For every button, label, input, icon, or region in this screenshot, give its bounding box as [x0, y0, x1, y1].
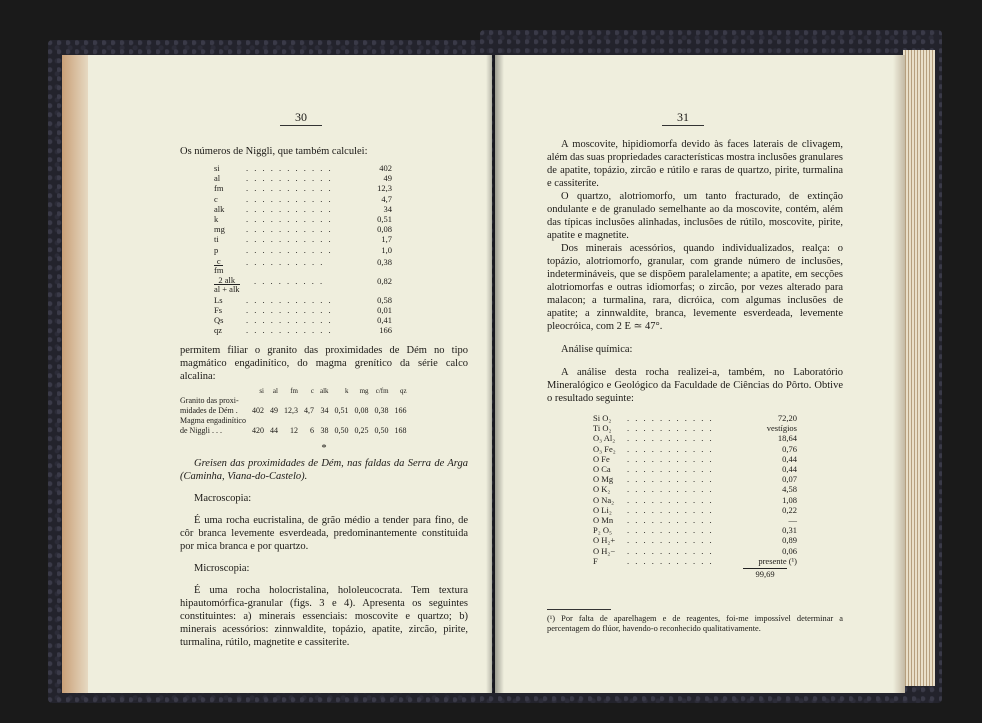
- list-item: F . . . . . . . . . . . presente (¹): [593, 555, 797, 566]
- niggli-intro: Os números de Niggli, que também calculei:: [180, 146, 368, 157]
- table-cell: 0,25: [354, 425, 369, 435]
- list-item: ti . . . . . . . . . . . 1,7: [214, 234, 392, 245]
- table-cell: 44: [269, 425, 278, 435]
- table-header: fm: [290, 386, 298, 395]
- list-item: O Ca . . . . . . . . . . . 0,44: [593, 464, 797, 475]
- section-asterisk: *: [321, 442, 327, 454]
- list-item: O Na₂ . . . . . . . . . . . 1,08: [593, 494, 797, 505]
- list-item: O H₂+ . . . . . . . . . . . 0,89: [593, 535, 797, 546]
- list-item: O H₂− . . . . . . . . . . . 0,06: [593, 545, 797, 556]
- list-item: Qs . . . . . . . . . . . 0,41: [214, 315, 392, 326]
- table-cell: 402: [251, 405, 264, 415]
- table-header: alk: [319, 386, 329, 395]
- list-item: O Mg . . . . . . . . . . . 0,07: [593, 474, 797, 485]
- table-row: Magma engadinítico de Niggli . . . 420 44 12 6 38 0,50 0,25 0,50 168: [180, 416, 410, 436]
- paragraph-filiar: permitem filiar o granito das proximidades de Dém no tipo magmático engadinítico, do magma grenítico da série calco alcalina:: [180, 344, 468, 382]
- table-cell: 4,7: [303, 405, 314, 415]
- table-row: Granito das proxi- midades de Dém . 402 49 12,3 4,7 34 0,51 0,08 0,38 166: [180, 396, 410, 416]
- heading-microscopia: Microscopia:: [194, 562, 250, 574]
- moscovite-paragraph: A moscovite, hipidiomorfa devido às faces laterais de clivagem, além das suas propriedades características mostra inclusões granulares de apatite, topázio, zircão e rútilo e raras de quartzo, pirite, turmalina e cassiterite.: [547, 139, 843, 189]
- niggli-list: [214, 163, 468, 336]
- book-gutter: [486, 55, 504, 693]
- table-header: si: [259, 386, 264, 395]
- footnote-rule: [547, 609, 611, 610]
- microscopia-text: É uma rocha holocristalina, hololeucocrata. Tem textura hipautomórfica-granular (figs. 3 e 4). Apresenta os seguintes constituintes: a) minerais essenciais: moscovite e quartzo; b) minerais acessórios: zinnwaldite, topázio, apatite, zircão, pirite, turmalina, rútilo, magnetite e cassiterite.: [180, 584, 468, 648]
- table-cell: 168: [394, 425, 407, 435]
- table-cell: 420: [251, 425, 264, 435]
- table-cell: 0,50: [334, 425, 349, 435]
- list-item: si . . . . . . . . . . . 402: [214, 163, 392, 173]
- page-edges: [903, 50, 935, 686]
- heading-macroscopia: Macroscopia:: [194, 492, 252, 504]
- comparison-table: [180, 386, 410, 436]
- left-page: [62, 55, 492, 693]
- list-item: Ti O₂ . . . . . . . . . . . vestígios: [593, 423, 797, 434]
- footnote: (¹) Por falta de aparelhagem e de reagentes, foi-me impossível determinar a percentagem do flúor, havendo-o reconhecido qualitativamente.: [547, 614, 843, 634]
- table-cell: 0,51: [334, 405, 349, 415]
- list-item: qz . . . . . . . . . . . 166: [214, 325, 392, 336]
- list-item: alk . . . . . . . . . . . 34: [214, 203, 392, 214]
- left-page-body: [180, 145, 468, 649]
- list-item: P₂ O₅ . . . . . . . . . . . 0,31: [593, 525, 797, 536]
- macroscopia-text: É uma rocha eucristalina, de grão médio a tender para fino, de côr branca levemente esverdeada, predominantemente constituida por mica branca e por quartzo.: [180, 514, 468, 552]
- niggli-ratio-c-fm: $\frac{c}{fm}$ . . . . . . . . . . 0,38: [214, 255, 392, 275]
- table-cell: 6: [309, 425, 314, 435]
- right-page-body: [547, 138, 843, 634]
- table-cell: 166: [394, 405, 407, 415]
- table-cell: 12,3: [283, 405, 298, 415]
- list-item: Ls . . . . . . . . . . . 0,58: [214, 294, 392, 305]
- table-cell: 34: [320, 405, 329, 415]
- table-cell: 49: [269, 405, 278, 415]
- list-item: O₃ Fe₂ . . . . . . . . . . . 0,76: [593, 443, 797, 454]
- quartzo-paragraph: O quartzo, alotriomorfo, um tanto fracturado, de extinção ondulante e de granulado semelhante ao da moscovite, contém, além das típicas inclusões alinhadas, inclusões de rútilo, moscovite, pirite, apatite e magnetite.: [547, 191, 843, 241]
- chemical-analysis-list: [593, 413, 843, 579]
- list-item: O Li₂ . . . . . . . . . . . 0,22: [593, 504, 797, 515]
- table-header: c/fm: [375, 386, 389, 395]
- list-item: al . . . . . . . . . . . 49: [214, 173, 392, 184]
- list-item: O K₂ . . . . . . . . . . . 4,58: [593, 484, 797, 495]
- table-header: qz: [399, 386, 407, 395]
- page-number: 31: [677, 110, 689, 124]
- table-cell: 12: [289, 425, 298, 435]
- acessorios-paragraph: Dos minerais acessórios, quando individualizados, realça: o topázio, alotriomorfo, granular, com grande número de inclusões, indetermináveis, que se dispõem paralelamente; a apatite, em secções alotriomorfas e outras idiomorfas; o zircão, por vezes alterado para malacon; a turmalina, rara, dicróica, com algumas inclusões de apatite; a zinnwaldite, branca, levemente esverdeada, levemente pleocróica, com 2 E ≃ 47°.: [547, 243, 843, 332]
- table-cell: 0,38: [374, 405, 389, 415]
- table-header: al: [272, 386, 278, 395]
- list-item: O Fe . . . . . . . . . . . 0,44: [593, 453, 797, 464]
- heading-analise: Análise química:: [561, 344, 633, 355]
- list-item: c . . . . . . . . . . . 4,7: [214, 193, 392, 204]
- table-cell: 38: [320, 425, 329, 435]
- table-cell: 0,08: [354, 405, 369, 415]
- list-item: k . . . . . . . . . . . 0,51: [214, 214, 392, 225]
- right-page: [495, 55, 905, 693]
- list-item: O₃ Al₂ . . . . . . . . . . . 18,64: [593, 433, 797, 444]
- analise-paragraph: A análise desta rocha realizei-a, também, no Laboratório Mineralógico e Geológico da Faculdade de Ciências do Pôrto. Obtive o resultado seguinte:: [547, 367, 843, 404]
- page-number: 30: [295, 110, 307, 124]
- analysis-total: 99,69: [743, 568, 787, 579]
- table-header: k: [345, 386, 349, 395]
- table-header: mg: [359, 386, 369, 395]
- list-item: mg . . . . . . . . . . . 0,08: [214, 224, 392, 235]
- table-header: c: [310, 386, 314, 395]
- table-cell: 0,50: [374, 425, 389, 435]
- sample-title: Greisen das proximidades de Dém, nas faldas da Serra de Arga (Caminha, Viana-do-Castelo).: [180, 457, 468, 482]
- list-item: p . . . . . . . . . . . 1,0: [214, 244, 392, 255]
- list-item: Si O₂ . . . . . . . . . . . 72,20: [593, 413, 797, 423]
- list-item: fm . . . . . . . . . . . 12,3: [214, 183, 392, 194]
- list-item: O Mn . . . . . . . . . . . —: [593, 515, 797, 526]
- niggli-ratio-alk: $\frac{\text{2 alk}}{\text{al + alk}}$ . . . . . . . . . 0,82: [214, 274, 392, 294]
- list-item: Fs . . . . . . . . . . . 0,01: [214, 305, 392, 316]
